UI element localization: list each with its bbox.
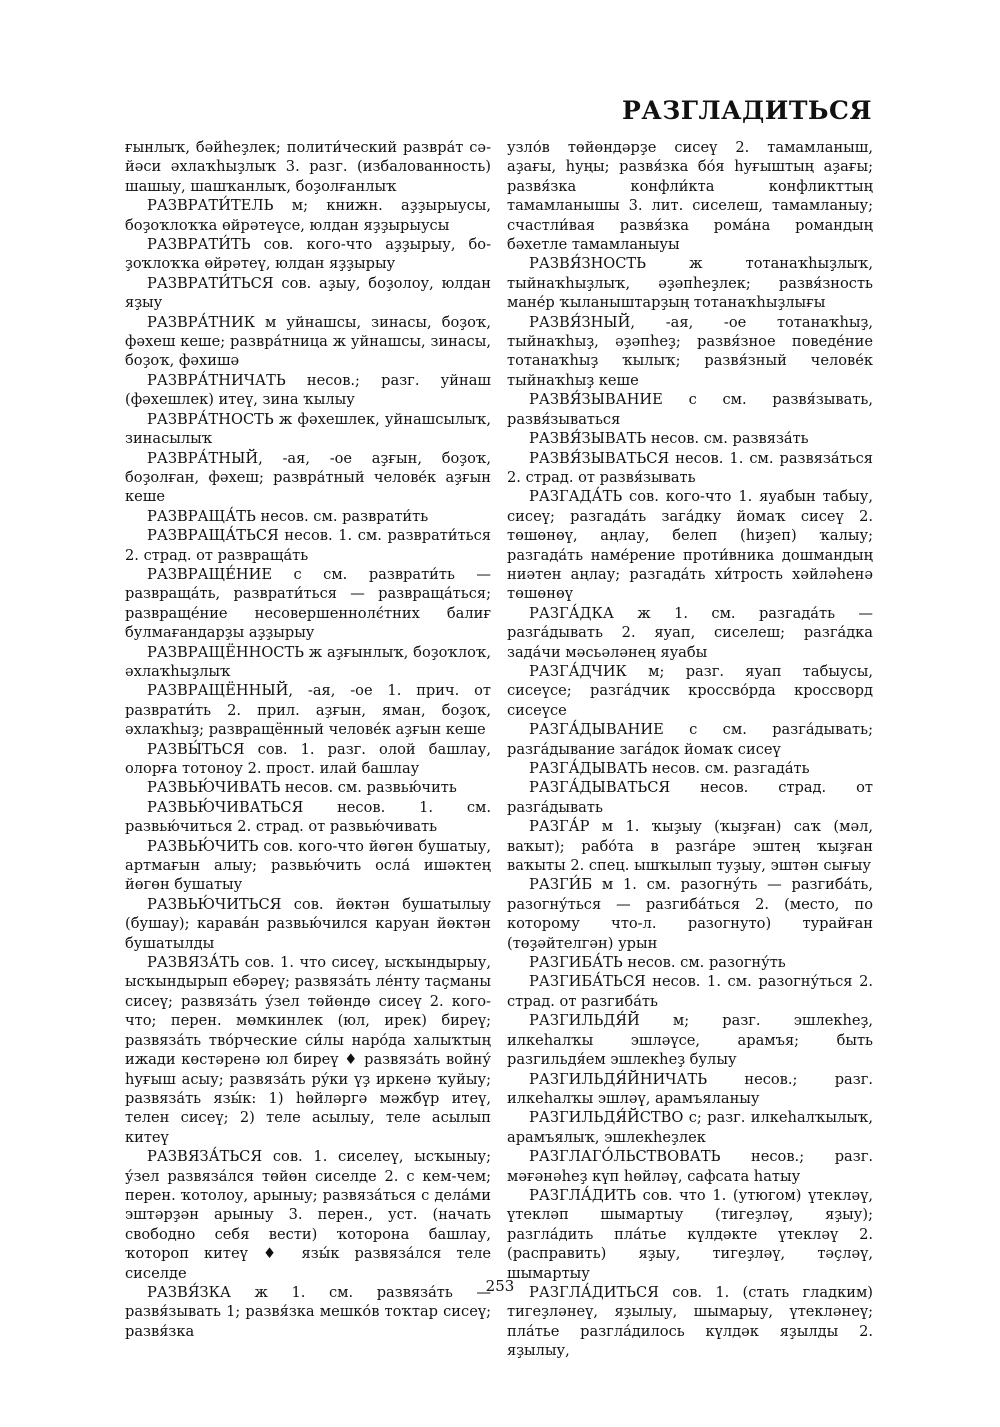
dictionary-entry: РАЗГИ́Б м 1. см. разогну́ть — разгиба́ть, разогну́ться — разгиба́ться 2. (место, по которому что-л. разогнуто) турайған (төҙәйтелгән) урын <box>507 876 873 952</box>
dictionary-entry: РАЗВЯ́ЗЫВАТЬ несов. см. развяза́ть <box>529 430 809 448</box>
dictionary-entry: РАЗГА́ДЧИК м; разг. яуап табыусы, сисеүсе; разга́дчик кроссво́рда кроссворд сисеүсе <box>507 662 873 719</box>
dictionary-entry: РАЗВРАТИ́ТЬ сов. кого-что аҙҙырыу, бо-ҙоҡлоҡҡа өйрәтеү, юлдан яҙҙырыу <box>125 236 491 273</box>
dictionary-entry: РАЗВЬЮ́ЧИВАТЬСЯ несов. 1. см. развью́читься 2. страд. от развью́чивать <box>125 798 491 836</box>
dictionary-entry: РАЗГАДА́ТЬ сов. кого-что 1. яуабын табыу, сисеү; разгада́ть зага́дку йомаҡ сисеү 2. төшөнөү, аңлау, белеп (һиҙеп) ҡалыу; разгада́ть наме́рение проти́вника дошмандың ниәтен аңлау; разгада́ть хи́трость хәйләһенә төшөнөү <box>507 488 873 603</box>
dictionary-entry: РАЗВЯЗА́ТЬ сов. 1. что сисеү, ысҡындырыу, ысҡындырып ебәреү; развяза́ть ле́нту таҫманы сисеү; развяза́ть у́зел төйөндө сисеү 2. кого-что; перен. мөмкинлек (юл, ирек) биреү; развяза́ть тво́рческие си́лы наро́да халыҡтың ижади көстәренә юл биреү ♦ развяза́ть войну́ һуғыш асыу; развяза́ть ру́ки үҙ иркенә ҡуйыу; развяза́ть язы́к: 1) һөйләргә мәжбүр итеү, телен сисеү; 2) теле асылыу, теле асылып китеү <box>125 954 491 1146</box>
dictionary-entry: РАЗГИБА́ТЬСЯ несов. 1. см. разогну́ться 2. страд. от разгиба́ть <box>507 973 873 1010</box>
dictionary-entry: РАЗВЯ́ЗНЫЙ, -ая, -ое тотанаҡһыҙ, тыйнаҡһыҙ, әҙәпһеҙ; развя́зное поведе́ние тотанаҡһыҙ ҡылыҡ; развя́зный челове́к тыйнаҡһыҙ кеше <box>507 313 873 389</box>
dictionary-entry: РАЗВЬЮ́ЧИВАТЬ несов. см. развью́чить <box>147 779 457 797</box>
dictionary-entry: РАЗВРАЩЁННОСТЬ ж аҙғынлыҡ, боҙоҡлоҡ, әхлаҡһыҙлыҡ <box>125 643 491 680</box>
dictionary-entry: РАЗВРАЩА́ТЬ несов. см. разврати́ть <box>147 507 429 525</box>
dictionary-entry: РАЗГА́ДЫВАТЬ несов. см. разгада́ть <box>529 760 810 777</box>
dictionary-entry: РАЗВЯ́ЗКА ж 1. см. развяза́ть — развя́зывать 1; развя́зка мешко́в тоҡтар сисеү; развя́зка <box>125 1283 491 1340</box>
dictionary-entry: ғынлыҡ, бәйһеҙлек; полити́ческий развра́т сә-йәси әхлаҡһыҙлыҡ 3. разг. (избалованность) шашыу, шашҡанлыҡ, боҙолғанлыҡ <box>125 139 491 195</box>
dictionary-entry: РАЗГА́Р м 1. ҡыҙыу (ҡыҙған) саҡ (мәл, ваҡыт); рабо́та в разга́ре эштең ҡыҙған ваҡыты 2. спец. ышҡылып туҙыу, эштән сығыу <box>507 818 873 875</box>
dictionary-entry: РАЗВРА́ТНОСТЬ ж фәхешлек, уйнашсылыҡ, зинасылыҡ <box>125 410 491 448</box>
dictionary-entry: РАЗГИЛЬДЯ́ЙСТВО с; разг. илкеһалҡылыҡ, арамъялыҡ, эшлекһеҙлек <box>507 1109 873 1146</box>
column-left <box>125 138 491 1341</box>
dictionary-entry: РАЗВЯЗА́ТЬСЯ сов. 1. сиселеү, ысҡыныу; у́зел развяза́лся төйөн сиселде 2. с кем-чем; перен. ҡотолоу, арыныу; развяза́ться с дела́ми эштәрҙән арыныу 3. перен., уст. (начать свободно себя вести) ҡоторона башлау, ҡотороп китеү ♦ язы́к развяза́лся теле сиселде <box>125 1148 491 1282</box>
dictionary-entry: РАЗВЯ́ЗЫВАТЬСЯ несов. 1. см. развяза́ться 2. страд. от развя́зывать <box>507 449 873 486</box>
column-right <box>507 138 873 1361</box>
dictionary-entry: РАЗГЛА́ДИТЬСЯ сов. 1. (стать гладким) тигеҙләнеү, яҙылыу, шымарыу, үтекләнеү; пла́тье разгла́дилось күлдәк яҙылды 2. яҙылыу, <box>507 1283 873 1360</box>
dictionary-entry: РАЗГА́ДЫВАНИЕ с см. разга́дывать; разга́дывание зага́док йомаҡ сисеү <box>507 721 873 758</box>
dictionary-entry: узло́в төйөндәрҙе сисеү 2. тамамланыш, аҙағы, һуңы; развя́зка бо́я һуғыштың аҙағы; развя́зка конфли́кта конфликттың тамамланышы 3. лит. сиселеш, тамамланыу; счастли́вая развя́зка рома́на романдың бәхетле тамамланыуы <box>507 139 873 254</box>
dictionary-entry: РАЗГИБА́ТЬ несов. см. разогну́ть <box>529 954 786 972</box>
dictionary-entry: РАЗВЯ́ЗЫВАНИЕ с см. развя́зывать, развя́зываться <box>507 391 873 428</box>
dictionary-entry: РАЗВЬЮ́ЧИТЬСЯ сов. йөктән бушатылыу (бушау); карава́н развью́чился каруан йөктән бушатылды <box>125 895 491 952</box>
dictionary-entry: РАЗВРАЩА́ТЬСЯ несов. 1. см. разврати́ться 2. страд. от развраща́ть <box>125 527 491 564</box>
dictionary-entry: РАЗГЛАГО́ЛЬСТВОВАТЬ несов.; разг. мәғәнәһеҙ күп һөйләү, сафсата һатыу <box>507 1148 873 1185</box>
dictionary-entry: РАЗВРАЩЁННЫЙ, -ая, -ое 1. прич. от разврати́ть 2. прил. аҙғын, яман, боҙоҡ, әхлаҡһыҙ; развращённый челове́к аҙғын кеше <box>125 682 491 739</box>
running-headword: РАЗГЛАДИТЬСЯ <box>622 96 872 125</box>
page-number: 253 <box>485 1277 515 1295</box>
dictionary-entry: РАЗВЬЮ́ЧИТЬ сов. кого-что йөгөн бушатыу, артмағын алыу; развью́чить осла́ ишәктең йөгөн бушатыу <box>125 837 491 894</box>
dictionary-entry: РАЗГЛА́ДИТЬ сов. что 1. (утюгом) үтекләү, үтекләп шымартыу (тигеҙләү, яҙыу); разгла́дить пла́тье күлдәкте үтекләү 2. (расправить) яҙыу, тигеҙләү, тәҫләү, шымартыу <box>507 1186 873 1282</box>
dictionary-entry: РАЗВРА́ТНИК м уйнашсы, зинасы, боҙоҡ, фәхеш кеше; развра́тница ж уйнашсы, зинасы, боҙоҡ, фәхишә <box>125 313 491 370</box>
dictionary-entry: РАЗВРАТИ́ТЕЛЬ м; книжн. аҙҙырыусы, боҙоҡлоҡҡа өйрәтеүсе, юлдан яҙҙырыусы <box>125 197 491 234</box>
dictionary-entry: РАЗВРА́ТНИЧАТЬ несов.; разг. уйнаш (фәхешлек) итеү, зина ҡылыу <box>125 371 491 409</box>
dictionary-entry: РАЗВРАТИ́ТЬСЯ сов. аҙыу, боҙолоу, юлдан яҙыу <box>125 274 491 312</box>
dictionary-entry: РАЗВРАЩЕ́НИЕ с см. разврати́ть — развраща́ть, разврати́ться — развраща́ться; развраще́ние несовершеннолє́тних балиғ булмағандарҙы аҙҙырыу <box>125 565 491 642</box>
dictionary-entry: РАЗВЯ́ЗНОСТЬ ж тотанаҡһыҙлыҡ, тыйнаҡһыҙлыҡ, әҙәпһеҙлек; развя́зность мане́р ҡыланыштарҙың тотанаҡһыҙлығы <box>507 255 873 312</box>
dictionary-entry: РАЗГИЛЬДЯ́Й м; разг. эшлекһеҙ, илкеһалҡы эшләүсе, арамъя; быть разгильдя́ем эшлекһеҙ булыу <box>507 1012 873 1069</box>
dictionary-entry: РАЗВРА́ТНЫЙ, -ая, -ое аҙғын, боҙоҡ, боҙолған, фәхеш; развра́тный челове́к аҙғын кеше <box>125 449 491 506</box>
dictionary-entry: РАЗГИЛЬДЯ́ЙНИЧАТЬ несов.; разг. илкеһалҡы эшләү, арамъяланыу <box>507 1070 873 1107</box>
dictionary-entry: РАЗГА́ДЫВАТЬСЯ несов. страд. от разга́дывать <box>507 779 873 816</box>
dictionary-entry: РАЗВЫ́ТЬСЯ сов. 1. разг. олой башлау, олорға тотоноу 2. прост. илай башлау <box>125 740 491 777</box>
dictionary-entry: РАЗГА́ДКА ж 1. см. разгада́ть — разга́дывать 2. яуап, сиселеш; разга́дка зада́чи мәсьәләнең яуабы <box>507 604 873 661</box>
